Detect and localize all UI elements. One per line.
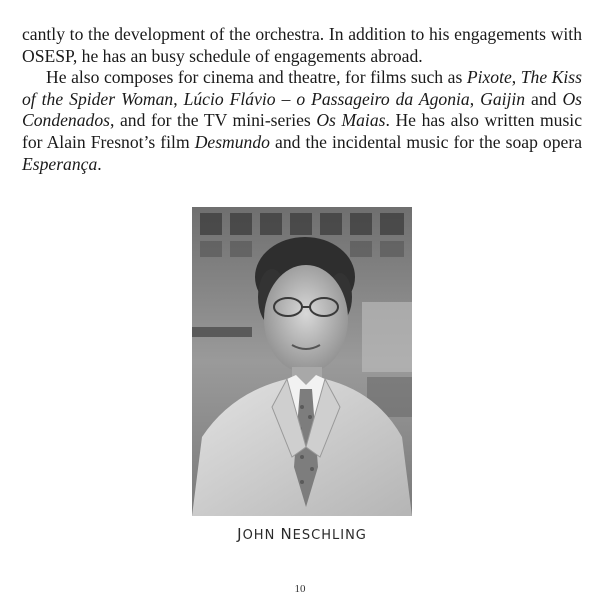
text-segment: and [525,88,563,109]
portrait-photo [192,207,412,516]
film-title-kiss-of-the-spider-woman: The Kiss of the Spider Woman [22,67,583,109]
portrait-image [192,207,412,516]
caption-rest: ESCHLING [292,528,367,543]
film-title-desmundo: Desmundo [194,131,270,152]
film-title-pixote: Pixote [466,67,512,88]
paragraph-1-text: cantly to the development of the orchestra. In addition to his engagements with OSESP, he has an busy schedule of engagements abroad. [22,24,582,66]
caption-rest: OHN [242,528,276,543]
film-title-gaijin: Gaijin [480,88,526,109]
text-segment: . He has also written music for Alain Fresnot’s film [22,110,582,152]
paragraph-2 [22,67,582,175]
film-title-os-condenados: Os Condenados [22,88,583,131]
text-segment: , [173,88,184,109]
film-title-lucio-flavio: Lúcio Flávio – o Passageiro da Agonia [183,88,470,109]
text-segment: He also composes for cinema and theatre, for films such as [46,67,467,88]
text-segment: , and for the TV mini-series [109,110,317,131]
photo-caption [192,525,412,543]
text-segment: , [511,67,521,88]
text-segment: and the incidental music for the soap opera [269,131,583,152]
text-segment: . [97,153,102,174]
text-segment: , [469,88,481,109]
caption-initial: J [237,525,243,543]
soap-opera-title-esperanca: Esperança [22,153,98,174]
series-title-os-maias: Os Maias [316,110,386,131]
body-text [22,24,582,175]
page-number: 10 [294,583,306,595]
caption-initial: N [280,525,293,543]
paragraph-1 [22,24,582,67]
